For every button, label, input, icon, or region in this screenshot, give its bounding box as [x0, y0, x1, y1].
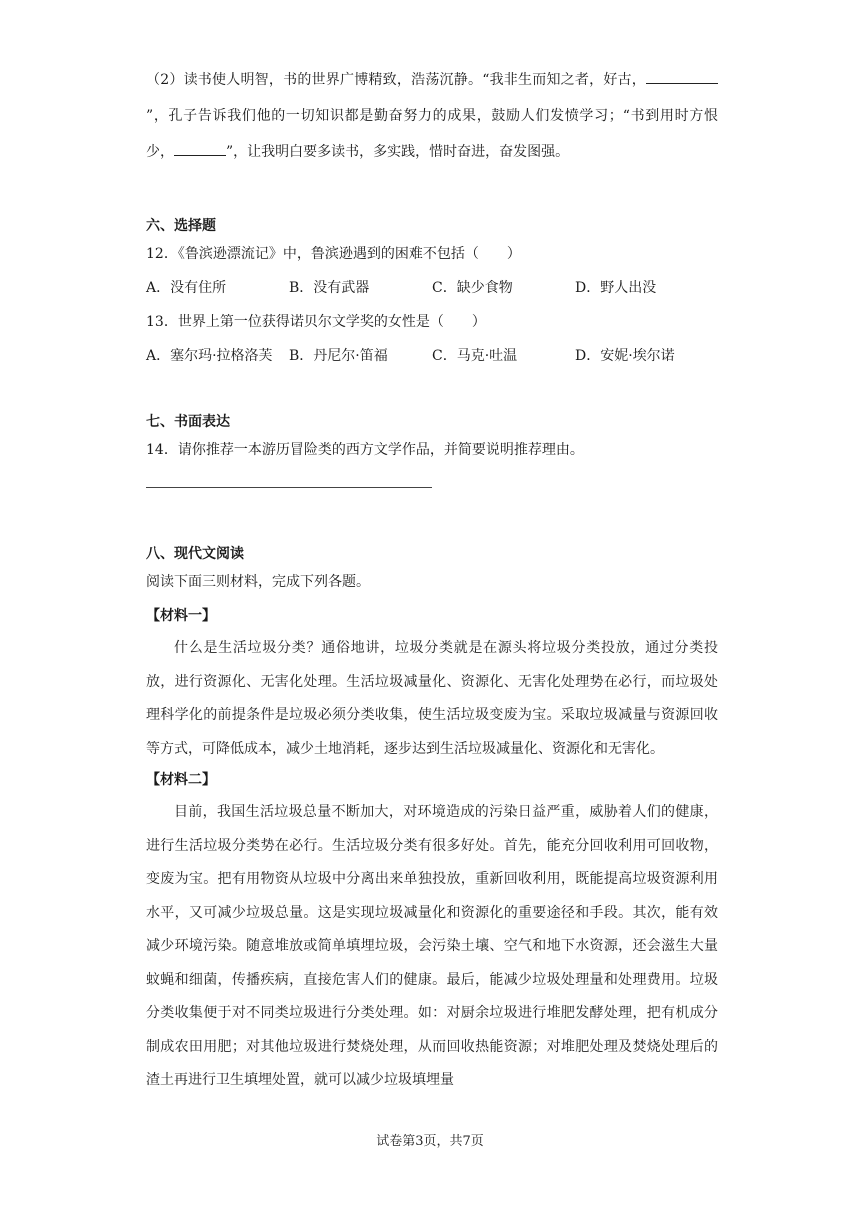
reading-instructions: 阅读下面三则材料，完成下列各题。: [146, 574, 370, 590]
page-footer: 试卷第3页，共7页: [376, 1134, 484, 1149]
q12-option-b: B．没有武器: [289, 280, 370, 296]
section-8-title: 八、现代文阅读: [146, 546, 244, 562]
q13-option-c: C．马克·吐温: [432, 348, 518, 364]
fill-blank-2: [174, 139, 226, 156]
q11-text-c: ”，让我明白要多读书，多实践，惜时奋进，奋发图强。: [226, 144, 570, 160]
q13-option-a: A．塞尔玛·拉格洛芙: [146, 348, 273, 364]
question-14-stem: 14．请你推荐一本游历冒险类的西方文学作品，并简要说明推荐理由。: [146, 442, 584, 458]
section-7-title: 七、书面表达: [146, 414, 230, 430]
material-2-text: 目前，我国生活垃圾总量不断加大，对环境造成的污染日益严重，威胁着人们的健康，进行生活垃圾分类势在必行。生活垃圾分类有很多好处。首先，能充分回收利用可回收物，变废为宝。把有用物资从垃圾中分离出来单独投放，重新回收利用，既能提高垃圾资源利用水平，又可减少垃圾总量。这是实现垃圾减量化和资源化的重要途径和手段。其次，能有效减少环境污染。随意堆放或简单填埋垃圾，会污染土壤、空气和地下水资源，还会滋生大量蚊蝇和细菌，传播疾病，直接危害人们的健康。最后，能减少垃圾处理量和处理费用。垃圾分类收集便于对不同类垃圾进行分类处理。如：对厨余垃圾进行堆肥发酵处理，把有机成分制成农田用肥；对其他垃圾进行焚烧处理，从而回收热能资源；对堆肥处理及焚烧处理后的渣土再进行卫生填埋处置，就可以减少垃圾填埋量: [146, 804, 718, 1088]
q13-option-b: B．丹尼尔·笛福: [289, 348, 388, 364]
material-1-text: 什么是生活垃圾分类？通俗地讲，垃圾分类就是在源头将垃圾分类投放，通过分类投放，进行资源化、无害化处理。生活垃圾减量化、资源化、无害化处理势在必行，而垃圾处理科学化的前提条件是垃圾必须分类收集，使生活垃圾变废为宝。采取垃圾减量与资源回收等方式，可降低成本，减少土地消耗，逐步达到生活垃圾减量化、资源化和无害化。: [146, 640, 718, 757]
question-12-options: [146, 276, 718, 300]
q11-text-b: ”，孔子告诉我们他的一切知识都是勤奋努力的成果，鼓励人们发愤学习；“书到用时方恨少，: [146, 108, 718, 160]
question-12-stem: 12．《鲁滨逊漂流记》中，鲁滨逊遇到的困难不包括（ ）: [146, 246, 521, 262]
question-13-stem: 13．世界上第一位获得诺贝尔文学奖的女性是（ ）: [146, 314, 486, 330]
q13-option-d: D．安妮·埃尔诺: [575, 348, 675, 364]
q12-option-c: C．缺少食物: [432, 280, 513, 296]
question-11-part-2: [146, 62, 718, 170]
question-13-options: [146, 344, 718, 368]
section-6-title: 六、选择题: [146, 218, 216, 234]
q11-text-a: （2）读书使人明智，书的世界广博精致，浩荡沉静。“我非生而知之者，好古，: [146, 72, 646, 88]
q12-option-a: A．没有住所: [146, 280, 227, 296]
page-content: [146, 62, 718, 1098]
q12-option-d: D．野人出没: [575, 280, 657, 296]
material-2-label: 【材料二】: [146, 772, 216, 788]
material-1-label: 【材料一】: [146, 608, 216, 624]
fill-blank-1: [646, 67, 718, 84]
